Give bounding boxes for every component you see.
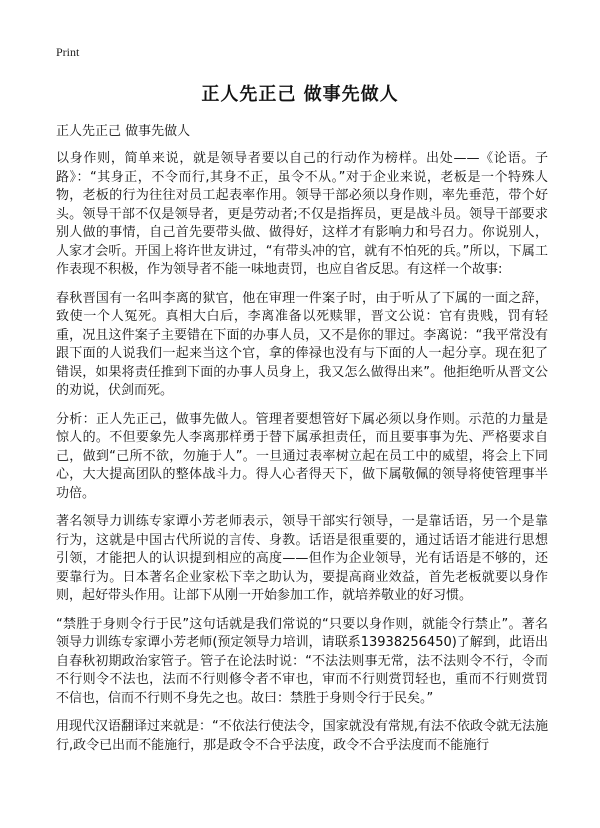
- article-subtitle: 正人先正己 做事先做人: [56, 124, 191, 139]
- article-body: [56, 150, 548, 765]
- article-title: 正人先正己 做事先做人: [201, 84, 399, 105]
- paragraph-expert: 著名领导力训练专家谭小芳老师表示，领导干部实行领导，一是靠话语，另一个是靠行为，这就是中国古代所说的言传、身教。话语是很重要的，通过话语才能进行思想引领，才能把人的认识提到相应的高度——但作为企业领导，光有话语是不够的，还要靠行为。日本著名企业家松下幸之助认为，要提高商业效益，首先老板就要以身作则，起好带头作用。让部下从刚一开始参加工作，就培养敬业的好习惯。: [56, 514, 548, 603]
- paragraph-translation: 用现代汉语翻译过来就是：“不依法行使法令，国家就没有常规,有法不依政令就无法施行,政令已出而不能施行，那是政令不合乎法度，政令不合乎法度而不能施行: [56, 719, 548, 753]
- print-link[interactable]: Print: [56, 45, 80, 59]
- paragraph-analysis: 分析：正人先正己，做事先做人。管理者要想管好下属必须以身作则。示范的力量是惊人的。不但要象先人李离那样勇于替下属承担责任，而且要事事为先、严格要求自己，做到“己所不欲，勿施于人”。一旦通过表率树立起在员工中的威望，将会上下同心，大大提高团队的整体战斗力。得人心者得天下，做下属敬佩的领导将使管理事半功倍。: [56, 411, 548, 501]
- paragraph-story: 春秋晋国有一名叫李离的狱官，他在审理一件案子时，由于听从了下属的一面之辞，致使一个人冤死。真相大白后，李离准备以死赎罪，晋文公说：官有贵贱，罚有轻重，况且这件案子主要错在下面的办事人员，又不是你的罪过。李离说：“我平常没有跟下面的人说我们一起来当这个官，拿的俸禄也没有与下面的人一起分享。现在犯了错误，如果将责任推到下面的办事人员身上，我又怎么做得出来”。他拒绝听从晋文公的劝说，伏剑而死。: [56, 290, 548, 398]
- paragraph-intro: 以身作则，简单来说，就是领导者要以自己的行动作为榜样。出处——《论语。子路》：“其身正，不令而行,其身不正，虽令不从。”对于企业来说，老板是一个特殊人物，老板的行为往往对员工起表率作用。领导干部必须以身作则，率先垂范，带个好头。领导干部不仅是领导者，更是劳动者;不仅是指挥员，更是战斗员。领导干部要求别人做的事情，自己首先要带头做、做得好，这样才有影响力和号召力。你说别人，人家才会听。开国上将许世友讲过，“有带头冲的官，就有不怕死的兵。”所以，下属工作表现不积极，作为领导者不能一味地责罚，也应自省反思。有这样一个故事:: [56, 151, 548, 277]
- paragraph-guanzi: “禁胜于身则令行于民”这句话就是我们常说的“只要以身作则，就能令行禁止”。著名领导力训练专家谭小芳老师(预定领导力培训，请联系13938256450)了解到，此语出自春秋初期政治家管子。管子在论法时说：“不法法则事无常，法不法则令不行，令而不行则令不法也，法而不行则修令者不审也，审而不行则赏罚轻也，重而不行则赏罚不信也，信而不行则不身先之也。故曰：禁胜于身则令行于民矣。”: [56, 616, 548, 706]
